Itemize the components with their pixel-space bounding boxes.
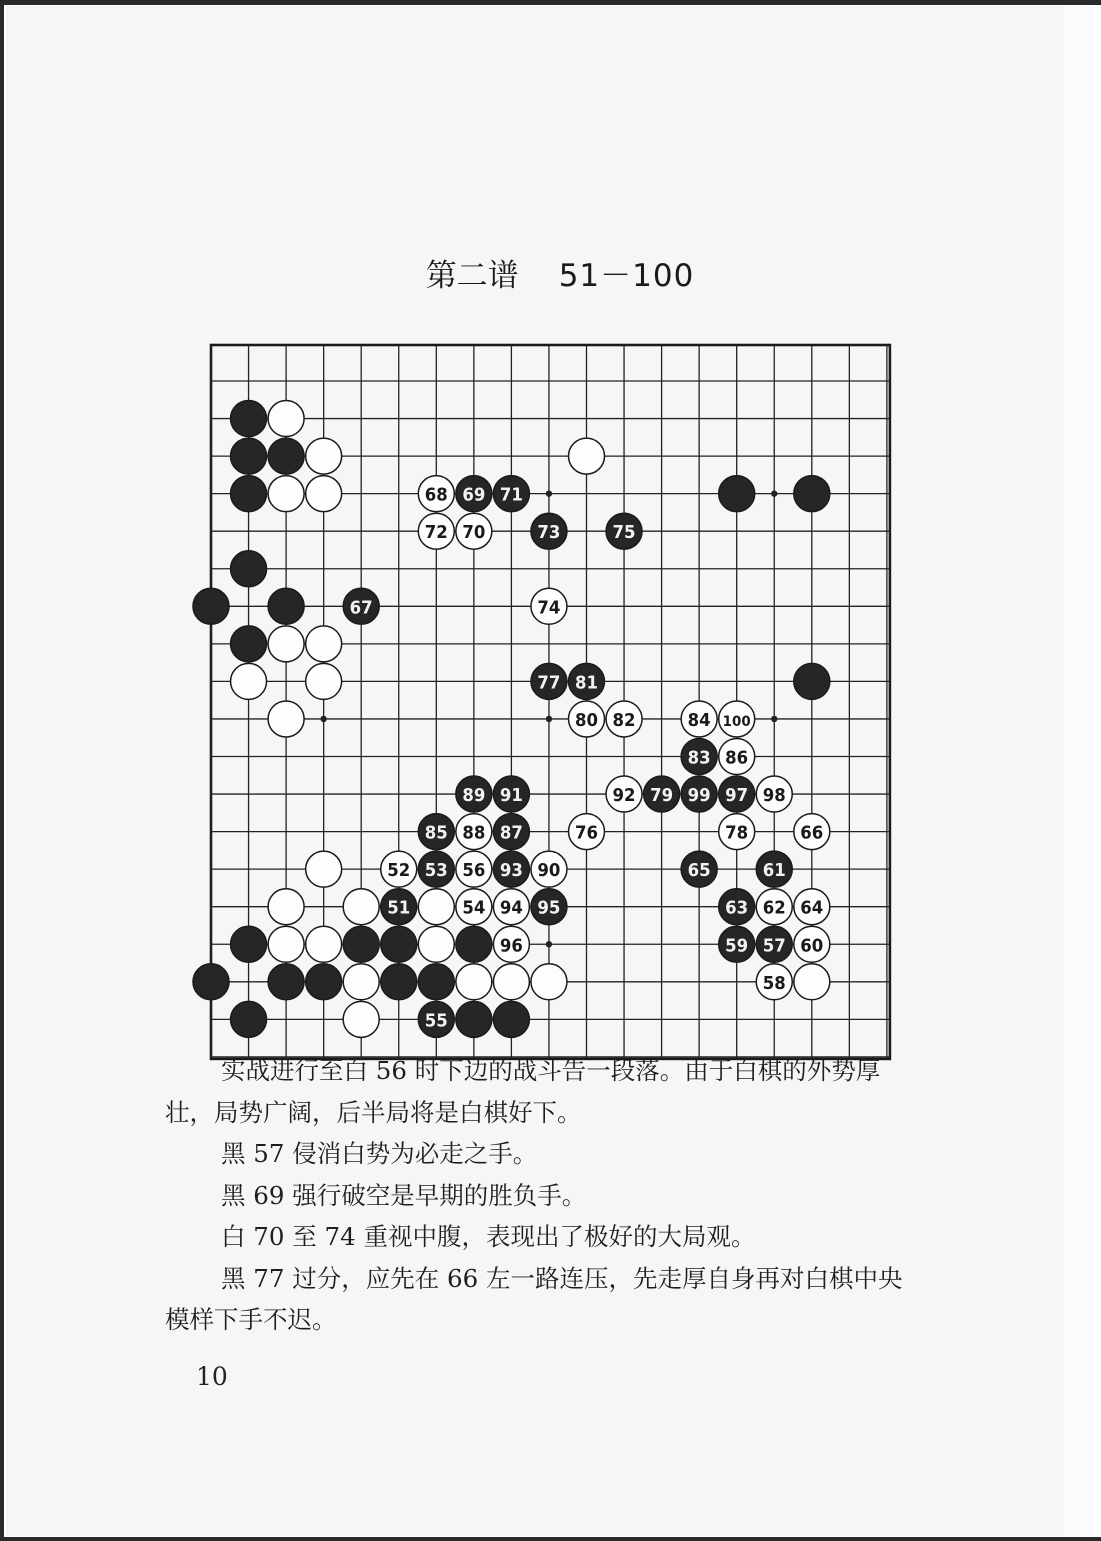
black-stone (456, 926, 492, 962)
white-stone (531, 964, 567, 1000)
star-point (546, 941, 552, 947)
stone-move-number: 100 (722, 713, 751, 730)
black-stone (231, 476, 267, 512)
commentary-paragraph: 实战进行至白 56 时下边的战斗告一段落。由于白棋的外势厚壮，局势广阔，后半局将是白棋好下。 (165, 1056, 881, 1127)
stone-move-number: 59 (725, 935, 749, 957)
black-stone (193, 588, 229, 624)
commentary-paragraph: 黑 69 强行破空是早期的胜负手。 (221, 1180, 587, 1210)
black-stone (268, 438, 304, 474)
white-stone (306, 438, 342, 474)
black-stone (231, 1001, 267, 1037)
diagram-move-range: 51－100 (558, 258, 695, 294)
white-stone (343, 1001, 379, 1037)
star-point (546, 490, 552, 496)
stone-move-number: 65 (687, 860, 711, 882)
stone-move-number: 75 (612, 522, 636, 544)
stone-move-number: 84 (687, 709, 711, 731)
black-stone (231, 438, 267, 474)
black-stone (306, 964, 342, 1000)
stone-move-number: 73 (537, 522, 561, 544)
black-stone (493, 1001, 529, 1037)
white-stone (794, 964, 830, 1000)
stone-move-number: 69 (462, 484, 486, 506)
stone-move-number: 88 (462, 822, 486, 844)
stone-move-number: 60 (800, 935, 824, 957)
stone-move-number: 52 (387, 860, 411, 882)
stone-move-number: 91 (499, 785, 523, 807)
black-stone (231, 401, 267, 437)
stone-move-number: 79 (650, 785, 674, 807)
stone-move-number: 62 (762, 897, 786, 919)
white-stone (306, 476, 342, 512)
stone-move-number: 55 (424, 1010, 448, 1032)
stone-move-number: 97 (725, 785, 749, 807)
stone-move-number: 95 (537, 897, 561, 919)
black-stone (418, 964, 454, 1000)
stone-move-number: 87 (499, 822, 523, 844)
black-stone (268, 964, 304, 1000)
black-stone (456, 1001, 492, 1037)
stone-move-number: 71 (499, 484, 523, 506)
stone-move-number: 92 (612, 785, 636, 807)
black-stone (794, 476, 830, 512)
black-stone (794, 663, 830, 699)
stone-move-number: 90 (537, 860, 561, 882)
white-stone (268, 626, 304, 662)
stone-move-number: 63 (725, 897, 749, 919)
stone-move-number: 86 (725, 747, 749, 769)
white-stone (569, 438, 605, 474)
white-stone (306, 851, 342, 887)
stone-move-number: 64 (800, 897, 824, 919)
diagram-title-label: 第二谱 (425, 258, 519, 294)
stone-move-number: 72 (424, 522, 448, 544)
white-stone (306, 663, 342, 699)
stone-move-number: 98 (762, 785, 786, 807)
white-stone (306, 626, 342, 662)
white-stone (418, 926, 454, 962)
black-stone (343, 926, 379, 962)
stone-move-number: 68 (424, 484, 448, 506)
stone-move-number: 89 (462, 785, 486, 807)
stone-move-number: 57 (762, 935, 786, 957)
stone-move-number: 67 (349, 597, 373, 619)
page-number: 10 (196, 1362, 228, 1391)
stone-move-number: 94 (499, 897, 523, 919)
black-stone (268, 588, 304, 624)
black-stone (719, 476, 755, 512)
stone-move-number: 96 (499, 935, 523, 957)
stone-move-number: 66 (800, 822, 824, 844)
stone-move-number: 56 (462, 860, 486, 882)
commentary (165, 1050, 925, 1341)
white-stone (268, 926, 304, 962)
stone-move-number: 82 (612, 709, 636, 731)
white-stone (306, 926, 342, 962)
stone-move-number: 61 (762, 860, 786, 882)
stone-move-number: 78 (725, 822, 749, 844)
stone-move-number: 81 (575, 672, 598, 694)
stone-move-number: 51 (387, 897, 411, 919)
stone-move-number: 93 (499, 860, 523, 882)
stone-move-number: 76 (575, 822, 598, 844)
stone-move-number: 53 (424, 860, 448, 882)
black-stone (231, 926, 267, 962)
stone-move-number: 70 (462, 522, 486, 544)
white-stone (268, 401, 304, 437)
white-stone (231, 663, 267, 699)
stone-move-number: 74 (537, 597, 561, 619)
star-point (771, 490, 777, 496)
white-stone (418, 889, 454, 925)
black-stone (381, 964, 417, 1000)
star-point (771, 716, 777, 722)
stone-move-number: 58 (762, 972, 786, 994)
stone-move-number: 85 (424, 822, 448, 844)
white-stone (268, 476, 304, 512)
white-stone (268, 701, 304, 737)
white-stone (268, 889, 304, 925)
black-stone (193, 964, 229, 1000)
star-point (546, 716, 552, 722)
white-stone (343, 964, 379, 1000)
stone-move-number: 77 (537, 672, 561, 694)
black-stone (231, 626, 267, 662)
commentary-paragraph: 白 70 至 74 重视中腹，表现出了极好的大局观。 (221, 1222, 756, 1251)
stone-move-number: 54 (462, 897, 486, 919)
commentary-paragraph: 黑 77 过分，应先在 66 左一路连压，先走厚自身再对白棋中央模样下手不迟。 (165, 1263, 903, 1334)
black-stone (381, 926, 417, 962)
stone-move-number: 99 (687, 785, 711, 807)
black-stone (231, 551, 267, 587)
star-point (320, 716, 326, 722)
white-stone (343, 889, 379, 925)
commentary-paragraph: 黑 57 侵消白势为必走之手。 (221, 1139, 538, 1168)
stone-move-number: 80 (575, 709, 598, 731)
stone-move-number: 83 (687, 747, 711, 769)
white-stone (493, 964, 529, 1000)
white-stone (456, 964, 492, 1000)
